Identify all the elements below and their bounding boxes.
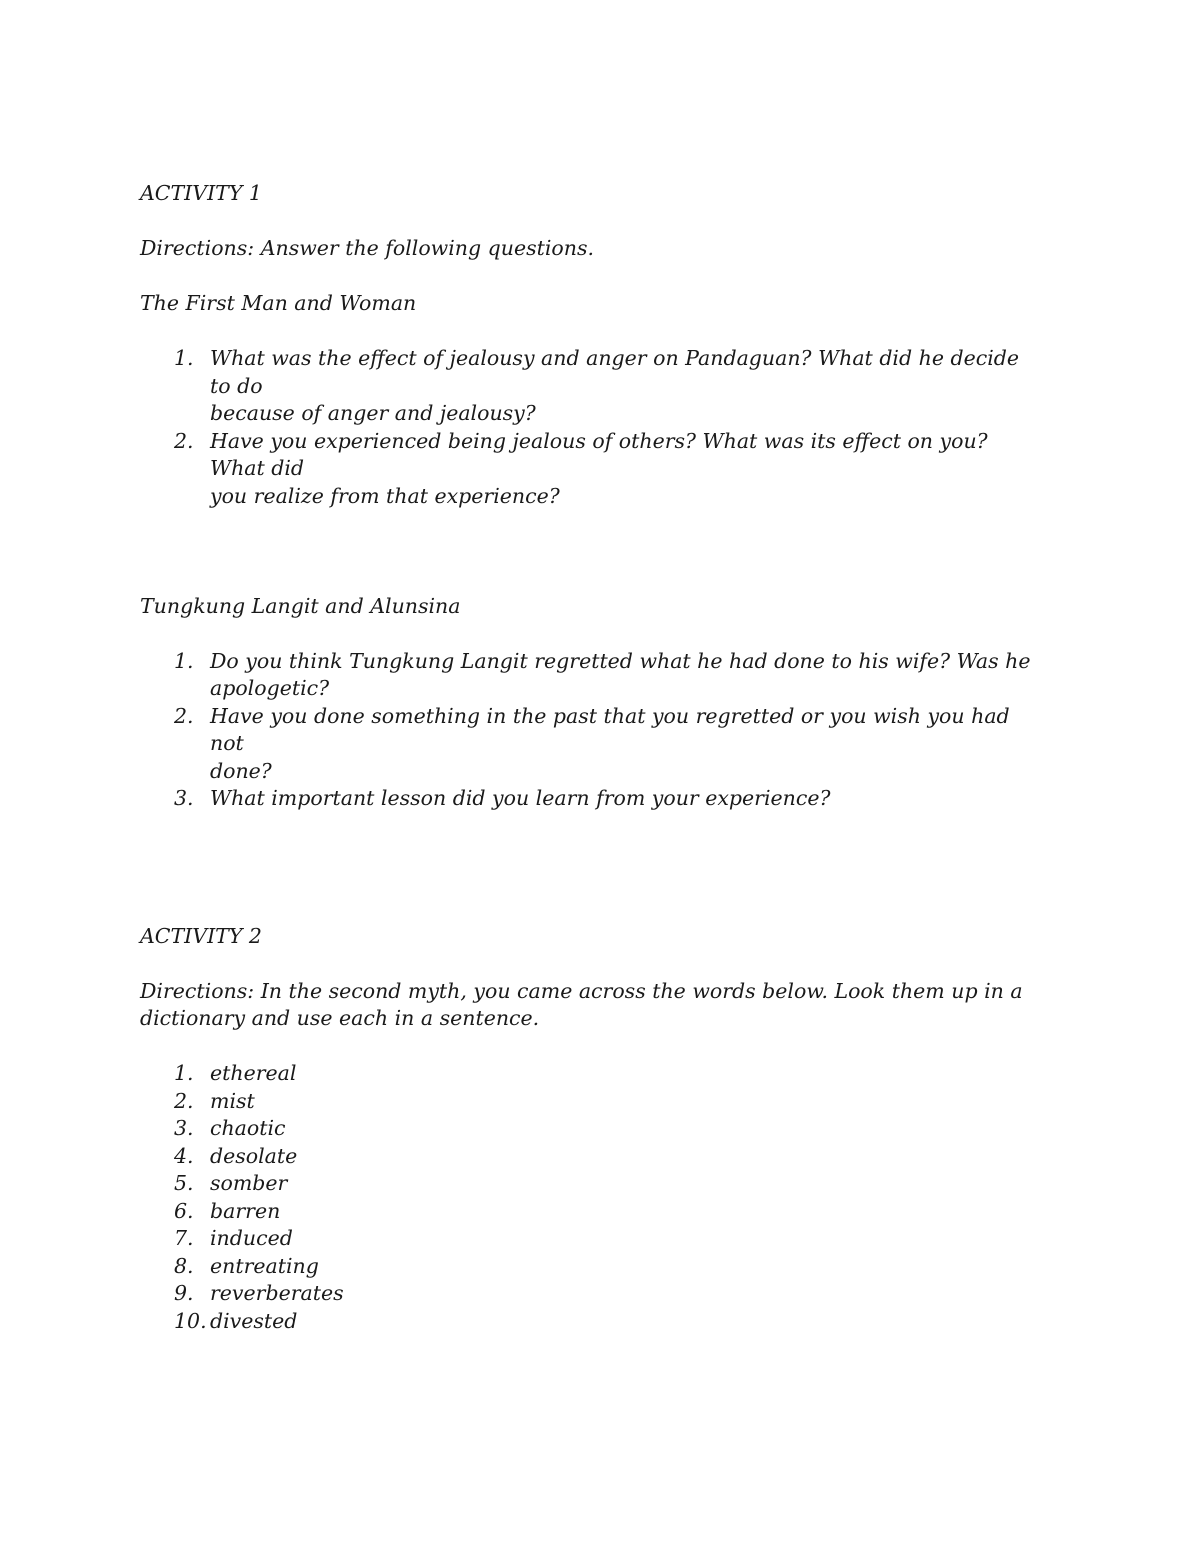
list-item xyxy=(140,1253,1040,1281)
list-item xyxy=(140,1280,1040,1308)
story2-title: Tungkung Langit and Alunsina xyxy=(140,593,461,618)
list-item-text: done? xyxy=(210,758,272,783)
vocabulary-word: reverberates xyxy=(210,1281,344,1305)
list-item xyxy=(140,1060,1040,1088)
story2-question-list xyxy=(140,648,1040,813)
story1-title: The First Man and Woman xyxy=(140,291,417,315)
list-item xyxy=(140,1308,1040,1336)
vocabulary-word: induced xyxy=(210,1226,293,1250)
vocabulary-word: somber xyxy=(210,1171,288,1195)
list-item-number: 8. xyxy=(174,1253,194,1278)
list-item-text: because of anger and jealousy? xyxy=(210,401,536,425)
activity1-title: ACTIVITY 1 xyxy=(140,181,262,205)
list-item-text: you realize from that experience? xyxy=(210,483,560,508)
list-item xyxy=(140,1170,1040,1198)
story1-question-list xyxy=(140,345,1040,510)
vocabulary-word-list xyxy=(140,1060,1040,1335)
list-item-text: Have you done something in the past that you regretted or you wish you had not xyxy=(210,703,1010,755)
list-item-number: 4. xyxy=(174,1143,194,1168)
list-item xyxy=(140,1143,1040,1171)
list-item-number: 10. xyxy=(174,1308,207,1333)
document-content xyxy=(140,180,1040,1335)
vocabulary-word: ethereal xyxy=(210,1061,297,1085)
list-item-number: 6. xyxy=(174,1198,194,1223)
activity2-directions-line1: Directions: In the second myth, you came across the words below. Look them up in a xyxy=(140,978,1023,1003)
list-item xyxy=(140,703,1040,786)
list-item-text: What important lesson did you learn from your experience? xyxy=(210,786,831,810)
list-item-text: What was the effect of jealousy and anger on Pandaguan? What did he decide to do xyxy=(210,346,1020,398)
list-item-number: 5. xyxy=(174,1171,194,1195)
vocabulary-word: barren xyxy=(210,1198,281,1223)
list-item-number: 3. xyxy=(174,786,194,810)
list-item-number: 2. xyxy=(174,703,194,728)
list-item xyxy=(140,1115,1040,1143)
list-item xyxy=(140,428,1040,511)
activity1-directions: Directions: Answer the following questions. xyxy=(140,236,594,260)
list-item-number: 2. xyxy=(174,428,194,453)
list-item xyxy=(140,648,1040,703)
vocabulary-word: mist xyxy=(210,1088,255,1113)
activity2-directions-line2: dictionary and use each in a sentence. xyxy=(140,1006,540,1030)
activity2-title: ACTIVITY 2 xyxy=(140,923,262,948)
list-item xyxy=(140,345,1040,428)
list-item-text: Have you experienced being jealous of others? What was its effect on you? What did xyxy=(210,428,988,480)
list-item-number: 1. xyxy=(174,346,194,370)
list-item-number: 2. xyxy=(174,1088,194,1113)
list-item-number: 3. xyxy=(174,1116,194,1140)
list-item xyxy=(140,1088,1040,1116)
list-item-number: 9. xyxy=(174,1281,194,1305)
vocabulary-word: desolate xyxy=(210,1143,298,1168)
list-item-number: 7. xyxy=(174,1226,194,1250)
list-item xyxy=(140,1198,1040,1226)
vocabulary-word: divested xyxy=(210,1308,298,1333)
list-item-number: 1. xyxy=(174,648,194,673)
list-item xyxy=(140,1225,1040,1253)
list-item-text: apologetic? xyxy=(210,676,330,700)
list-item-number: 1. xyxy=(174,1061,194,1085)
list-item xyxy=(140,785,1040,813)
list-item-text: Do you think Tungkung Langit regretted what he had done to his wife? Was he xyxy=(210,648,1031,673)
vocabulary-word: entreating xyxy=(210,1253,319,1278)
vocabulary-word: chaotic xyxy=(210,1116,286,1140)
